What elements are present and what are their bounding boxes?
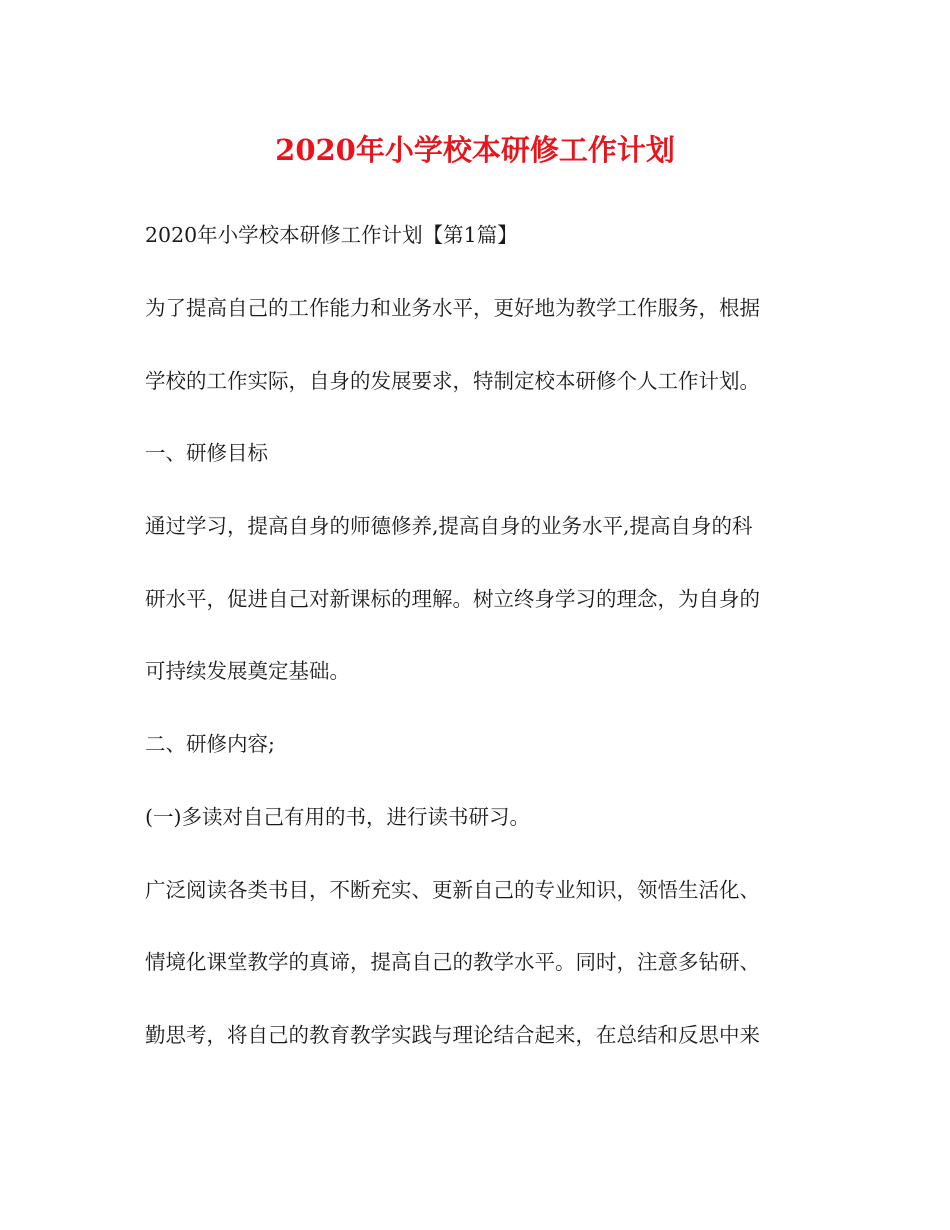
paragraph-line: 广泛阅读各类书目，不断充实、更新自己的专业知识，领悟生活化、: [145, 878, 760, 902]
paragraph-line: 勤思考，将自己的教育教学实践与理论结合起来，在总结和反思中来: [145, 1023, 760, 1047]
paragraph-line: 情境化课堂教学的真谛，提高自己的教学水平。同时，注意多钻研、: [145, 950, 760, 974]
section-heading-content: 二、研修内容;: [145, 732, 275, 756]
subsection-heading: (一)多读对自己有用的书，进行读书研习。: [145, 805, 530, 829]
section-heading-goals: 一、研修目标: [145, 441, 268, 465]
paragraph-line: 可持续发展奠定基础。: [145, 659, 350, 683]
document-title: 2020年小学校本研修工作计划: [275, 133, 675, 167]
section-heading-part-1: 2020年小学校本研修工作计划【第1篇】: [145, 223, 518, 247]
paragraph-line: 学校的工作实际，自身的发展要求，特制定校本研修个人工作计划。: [145, 369, 760, 393]
paragraph-line: 通过学习，提高自身的师德修养,提高自身的业务水平,提高自身的科: [145, 514, 753, 538]
paragraph-line: 研水平，促进自己对新课标的理解。树立终身学习的理念，为自身的: [145, 587, 760, 611]
paragraph-line: 为了提高自己的工作能力和业务水平，更好地为教学工作服务，根据: [145, 296, 760, 320]
